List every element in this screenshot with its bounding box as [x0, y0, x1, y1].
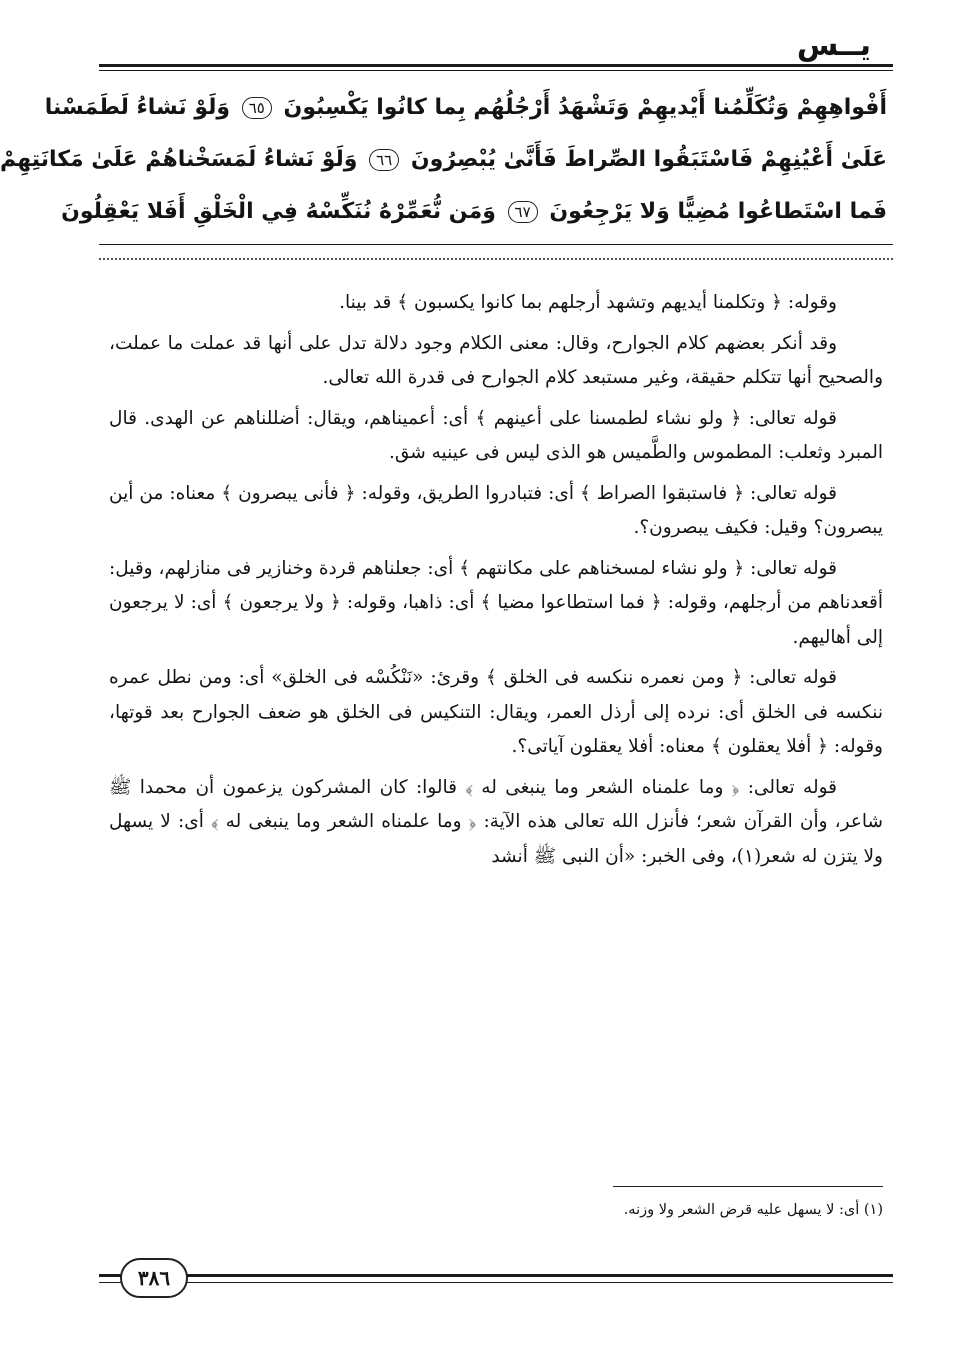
- footer-rule-thick: [99, 1274, 893, 1277]
- quran-verse-text: وَمَن نُّعَمِّرْهُ نُنَكِّسْهُ فِي الْخَلْقِ أَفَلا يَعْقِلُونَ: [61, 199, 496, 224]
- quran-line: [44, 82, 887, 134]
- ayah-number-marker: ٦٥: [242, 97, 272, 119]
- footnote: (١) أى: لا يسهل عليه قرض الشعر ولا وزنه.: [623, 1202, 883, 1218]
- ayah-number-marker: ٦٦: [369, 149, 399, 171]
- header-rule-thin: [99, 70, 893, 71]
- commentary-paragraph: وقد أنكر بعضهم كلام الجوارح، وقال: معنى الكلام وجود دلالة تدل على أنها قد عملت ما عملت، والصحيح أنها تتكلم حقيقة، وغير مستبعد كلام الجوارح فى قدرة الله تعالى.: [109, 332, 883, 388]
- quran-verse-text: عَلَىٰ أَعْيُنِهِمْ فَاسْتَبَقُوا الصِّراطَ فَأَنَّىٰ يُبْصِرُونَ: [410, 147, 887, 172]
- commentary-paragraph: قوله تعالى: ﴿ ولو نشاء لطمسنا على أعينهم ﴾ أى: أعميناهم، ويقال: أضللناهم عن الهدى. قال المبرد وثعلب: المطموس والطَّميس هو الذى ليس فى عينيه شق.: [109, 407, 883, 463]
- footer-rule-thin: [99, 1282, 893, 1283]
- quran-line: [0, 134, 887, 186]
- header-rule-thick: [99, 64, 893, 67]
- page-number: ٣٨٦: [120, 1258, 188, 1298]
- commentary-paragraph: قوله تعالى: ﴿ وما علمناه الشعر وما ينبغى له ﴾ قالوا: كان المشركون يزعمون أن محمدا ﷺ شاعر، وأن القرآن شعر؛ فأنزل الله تعالى هذه الآية: ﴿ وما علمناه الشعر وما ينبغى له ﴾ أى: لا يسهل ولا يتزن له شعر(١)، وفى الخبر: «أن النبى ﷺ أنشد: [109, 776, 883, 867]
- quran-text-block: [0, 82, 887, 238]
- quran-verse-text: فَما اسْتَطاعُوا مُضِيًّا وَلا يَرْجِعُونَ: [549, 199, 887, 224]
- quran-verse-text: أَفْواهِهِمْ وَتُكَلِّمُنا أَيْديهِمْ وَتَشْهَدُ أَرْجُلُهُم بِما كانُوا يَكْسِبُونَ: [283, 95, 887, 120]
- commentary-paragraph: وقوله: ﴿ وتكلمنا أيديهم وتشهد أرجلهم بما كانوا يكسبون ﴾ قد بينا.: [339, 292, 837, 313]
- commentary-paragraph: قوله تعالى: ﴿ فاستبقوا الصراط ﴾ أى: فتبادروا الطريق، وقوله: ﴿ فأنى يبصرون ﴾ معناه: من أين يبصرون؟ وقيل: فكيف يبصرون؟.: [109, 482, 883, 538]
- quran-verse-text: وَلَوْ نَشاءُ لَطَمَسْنا: [44, 95, 231, 120]
- footnote-rule: [613, 1186, 883, 1187]
- commentary-paragraph: قوله تعالى: ﴿ ومن نعمره ننكسه فى الخلق ﴾ وقرئ: «نَنْكُسْه فى الخلق» أى: ومن نطل عمره ننكسه فى الخلق أى: نرده إلى أرذل العمر، ويقال: التنكيس فى الخلق هو ضعف الجوارح بعد قوتها، وقوله: ﴿ أفلا يعقلون ﴾ معناه: أفلا يعقلون آياتى؟.: [109, 667, 883, 757]
- quran-block-dotted-rule: [99, 258, 893, 260]
- quran-line: [61, 186, 887, 238]
- commentary-text: [109, 286, 883, 880]
- quran-verse-text: وَلَوْ نَشاءُ لَمَسَخْناهُمْ عَلَىٰ مَكانَتِهِمْ: [0, 147, 358, 172]
- quran-block-bottom-rule: [99, 244, 893, 245]
- surah-title: يــس: [796, 28, 871, 63]
- commentary-paragraph: قوله تعالى: ﴿ ولو نشاء لمسخناهم على مكانتهم ﴾ أى: جعلناهم قردة وخنازير فى منازلهم، وقيل: أقعدناهم من أرجلهم، وقوله: ﴿ فما استطاعوا مضيا ﴾ أى: ذاهبا، وقوله: ﴿ ولا يرجعون ﴾ أى: لا يرجعون إلى أهاليهم.: [109, 557, 883, 648]
- ayah-number-marker: ٦٧: [508, 201, 538, 223]
- page-number-container: [99, 1254, 209, 1302]
